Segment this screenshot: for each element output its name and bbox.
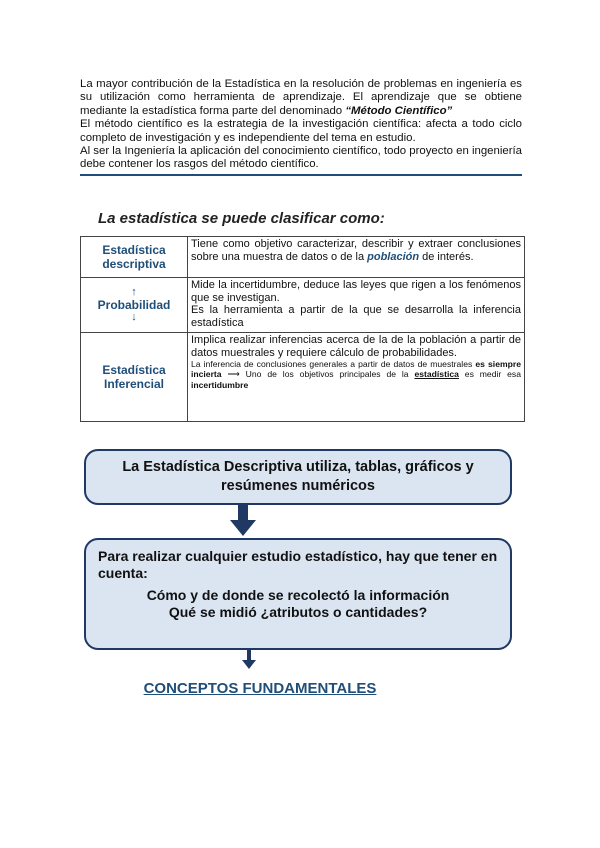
study-line-2: Qué se midió ¿atributos o cantidades? <box>168 604 428 620</box>
poblacion-highlight: población <box>367 250 420 263</box>
desc-descriptiva: Tiene como objetivo caracterizar, describir y extraer conclusiones sobre una muestra de datos o de la población de interés. <box>188 237 525 278</box>
row-inferencial <box>81 333 525 422</box>
study-line-1: Cómo y de donde se recolectó la información <box>146 587 450 603</box>
arrow-up-icon: ↑ <box>131 286 137 298</box>
intro-paragraph-2: El método científico es la estrategia de la investigación científica: afecta a todo ciclo completo de investigación y es independiente del tema en estudio. <box>80 118 522 144</box>
study-considerations-box <box>84 538 512 650</box>
descriptive-tools-box: La Estadística Descriptiva utiliza, tablas, gráficos y resúmenes numéricos <box>84 449 512 505</box>
classification-table <box>80 236 525 422</box>
name-inferencial: Estadística Inferencial <box>81 333 188 422</box>
name-descriptiva: Estadística descriptiva <box>81 237 188 278</box>
row-probabilidad <box>81 278 525 333</box>
arrow-right-icon: ⟶ <box>227 369 240 380</box>
conceptos-fundamentales-link[interactable]: CONCEPTOS FUNDAMENTALES <box>143 680 377 697</box>
arrow-down-icon <box>242 650 256 670</box>
intro-paragraph-3: Al ser la Ingeniería la aplicación del conocimiento científico, todo proyecto en ingeniería debe contener los rasgos del método científico. <box>80 145 522 171</box>
study-intro: Para realizar cualquier estudio estadístico, hay que tener en cuenta: <box>98 548 498 581</box>
inferencial-note: La inferencia de conclusiones generales a partir de datos de muestrales es siempre incierta ⟶ Uno de los objetivos principales de la estadística es medir esa incertidumbre <box>191 359 521 390</box>
name-probabilidad: ↑ Probabilidad ↓ <box>81 278 188 333</box>
desc-inferencial: Implica realizar inferencias acerca de la de la población a partir de datos muestrales y requiere cálculo de probabilidades. La inferencia de conclusiones generales a partir de datos de muestrales es siempre incierta ⟶ Uno de los objetivos principales de la estadística es medir esa incertidumbre <box>188 333 525 422</box>
intro-text <box>80 78 522 176</box>
desc-probabilidad: Mide la incertidumbre, deduce las leyes que rigen a los fenómenos que se investigan. Es la herramienta a partir de la que se desarrolla la inferencia estadística <box>188 278 525 333</box>
arrow-down-icon: ↓ <box>131 311 137 323</box>
metodo-cientifico-emphasis: “Método Científico” <box>345 104 453 117</box>
arrow-down-icon <box>229 505 257 537</box>
classification-heading: La estadística se puede clasificar como: <box>98 210 385 227</box>
row-descriptiva <box>81 237 525 278</box>
intro-paragraph-1: La mayor contribución de la Estadística en la resolución de problemas en ingeniería es su utilización como herramienta de aprendizaje. El aprendizaje que se obtiene mediante la estadística forma parte del denominado “Método Científico” <box>80 78 522 117</box>
